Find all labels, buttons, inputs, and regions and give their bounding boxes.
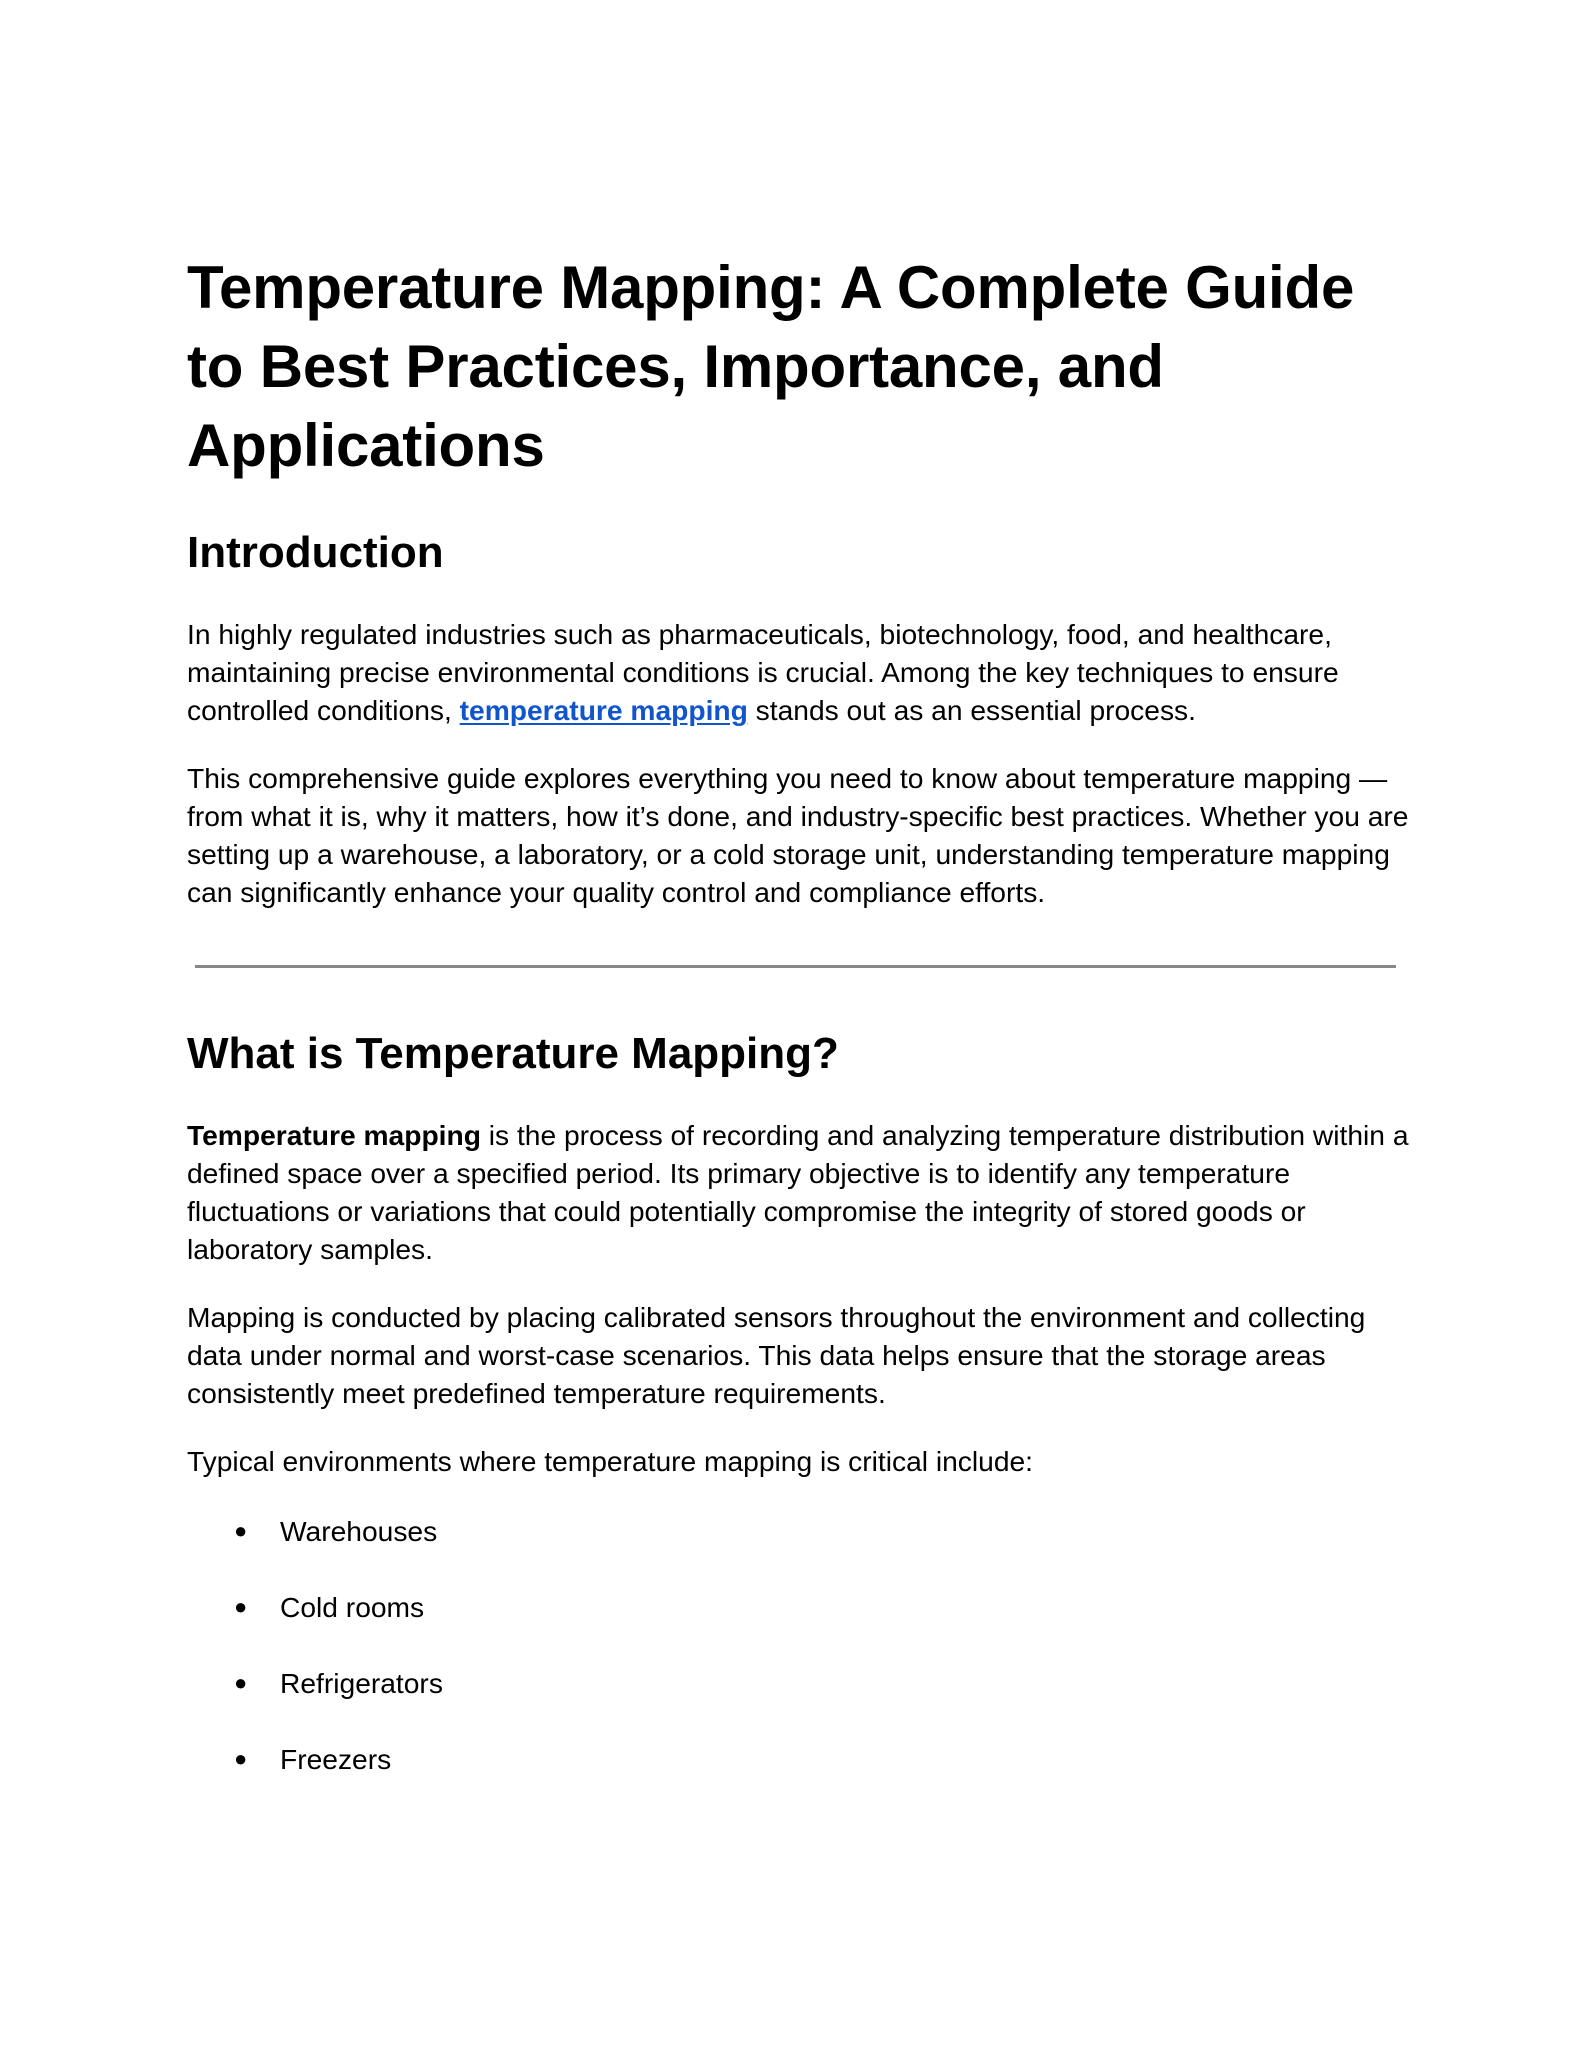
list-item bbox=[187, 1512, 1417, 1550]
environment-list bbox=[187, 1512, 1417, 1778]
introduction-heading: Introduction bbox=[187, 528, 444, 577]
list-item bbox=[187, 1664, 1417, 1702]
list-item-label: Cold rooms bbox=[280, 1591, 425, 1623]
introduction-text-start: In highly regulated industries such as pharmaceuticals, biotechnology, food, and healthcare, maintaining precise environmental conditions is crucial. Among the key techniques to ensure controlled conditions, bbox=[187, 618, 1339, 726]
what-is-heading: What is Temperature Mapping? bbox=[187, 1029, 839, 1078]
bullet-icon: ● bbox=[234, 1594, 248, 1619]
list-item-label: Refrigerators bbox=[280, 1667, 443, 1699]
what-is-definition-text: is the process of recording and analyzing temperature distribution within a defined space over a specified period. Its primary objective is to identify any temperature fluctuations or variations that could potentially compromise the integrity of stored goods or laboratory samples. bbox=[187, 1119, 1409, 1265]
bullet-icon: ● bbox=[234, 1746, 248, 1771]
list-item bbox=[187, 1740, 1417, 1778]
what-is-paragraph-3: Typical environments where temperature mapping is critical include: bbox=[187, 1445, 1034, 1477]
introduction-text-end: stands out as an essential process. bbox=[747, 694, 1196, 726]
bullet-icon: ● bbox=[234, 1670, 248, 1695]
bullet-icon: ● bbox=[234, 1518, 248, 1543]
what-is-paragraph-1 bbox=[187, 1116, 1417, 1268]
section-divider bbox=[195, 965, 1396, 968]
introduction-paragraph-2: This comprehensive guide explores everything you need to know about temperature mapping — from what it is, why it matters, how it’s done, and industry-specific best practices. Whether you are setting up a warehouse, a laboratory, or a cold storage unit, understanding temperature mapping can significantly enhance your quality control and compliance efforts. bbox=[187, 762, 1409, 908]
what-is-paragraph-2: Mapping is conducted by placing calibrated sensors throughout the environment and collecting data under normal and worst-case scenarios. This data helps ensure that the storage areas consistently meet predefined temperature requirements. bbox=[187, 1301, 1366, 1409]
document-page bbox=[187, 248, 1417, 1816]
list-item bbox=[187, 1588, 1417, 1626]
temperature-mapping-link[interactable]: temperature mapping bbox=[459, 694, 748, 726]
introduction-paragraph-1 bbox=[187, 615, 1417, 729]
list-item-label: Freezers bbox=[280, 1743, 392, 1775]
document-title: Temperature Mapping: A Complete Guide to Best Practices, Importance, and Applications bbox=[187, 254, 1355, 479]
list-item-label: Warehouses bbox=[280, 1515, 438, 1547]
temperature-mapping-term: Temperature mapping bbox=[187, 1119, 481, 1151]
